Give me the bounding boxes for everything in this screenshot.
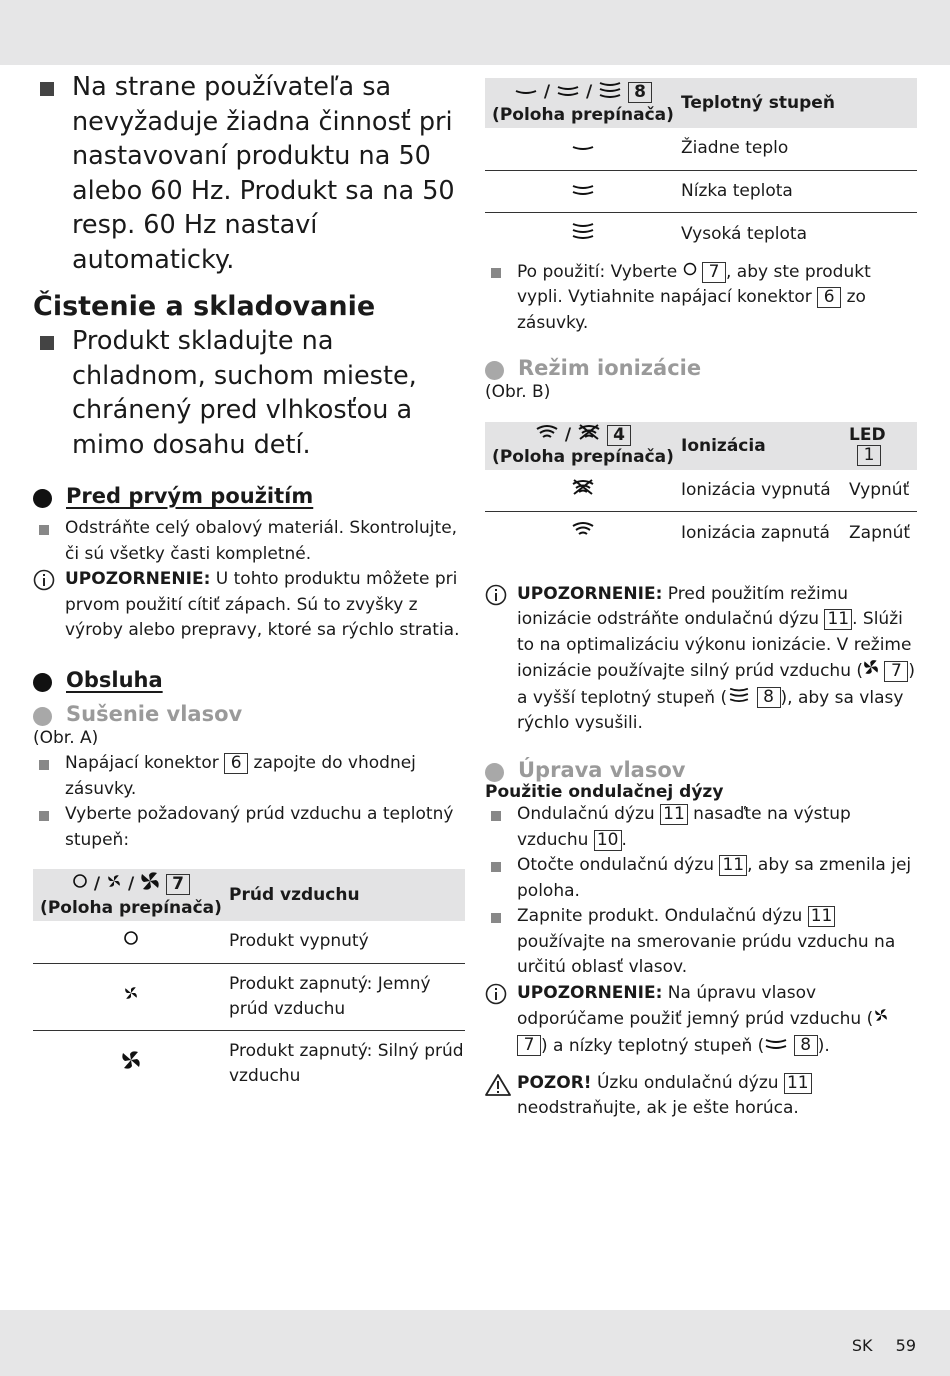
drying-ref: (Obr. A): [33, 727, 99, 748]
col1-label: (Poloha prepínača): [40, 898, 222, 918]
cleaning-bullet: Produkt skladujte na chladnom, suchom mieste, chránený pred vlhkosťou a mimo dosahu detí.: [33, 324, 465, 462]
switch-position-header: [485, 422, 681, 470]
warning-note: [485, 1071, 917, 1122]
ref-number: 6: [224, 753, 248, 774]
cell-icon: [485, 170, 681, 213]
table-row: [33, 1030, 465, 1097]
switch-symbols: [33, 871, 229, 897]
heat-3-icon: [571, 221, 595, 247]
table-row: [485, 470, 917, 512]
styling-bullet-2: [485, 853, 917, 904]
ref-number: 8: [757, 687, 781, 708]
text: Ondulačnú dýzu: [517, 804, 655, 825]
table-row: [33, 921, 465, 963]
off-icon: [72, 873, 88, 895]
ref-number: 11: [808, 906, 836, 927]
heat-1-icon: [514, 81, 538, 103]
heat-table: [485, 78, 917, 255]
col1-label: (Poloha prepínača): [492, 105, 674, 125]
cell-text: Produkt zapnutý: Jemný prúd vzduchu: [229, 963, 465, 1030]
styling-bullet-3: [485, 904, 917, 981]
ionization-table: [485, 422, 917, 554]
fan-small-icon: [123, 984, 139, 1009]
note-label: UPOZORNENIE:: [517, 583, 663, 604]
heat-2-icon: [571, 179, 595, 204]
cell-icon: [33, 921, 229, 963]
heat-2-icon: [764, 1033, 788, 1059]
ion-on-icon: [535, 424, 559, 446]
text: ), aby sa vlasy rýchlo vysušili.: [517, 687, 904, 733]
cell-icon: [485, 512, 681, 554]
ionization-note: [485, 582, 917, 737]
text: Po použití: Vyberte: [517, 261, 678, 282]
text: , aby sa zmenila jej poloha.: [517, 855, 912, 901]
styling-bullet-1: [485, 802, 917, 853]
page-footer: [834, 1336, 916, 1355]
text: Otočte ondulačnú dýzu: [517, 855, 715, 876]
first-use-note: [33, 567, 465, 644]
table-row: [485, 128, 917, 170]
info-icon: [485, 584, 507, 615]
header-band: [0, 0, 950, 65]
cell-icon: [485, 213, 681, 256]
separator: /: [93, 874, 101, 894]
fan-small-icon: [106, 873, 122, 895]
separator: /: [564, 424, 572, 445]
off-icon: [683, 259, 697, 285]
switch-position-header: [485, 78, 681, 128]
ion-off-icon: [571, 478, 595, 503]
ref-number: 11: [784, 1073, 812, 1094]
text: Pred použitím režimu ionizácie odstráňte ondulačnú dýzu: [517, 583, 849, 630]
text: ) a vyšší teplotný stupeň (: [517, 661, 916, 708]
text: nasaďte na výstup vzduchu: [517, 804, 851, 850]
drying-heading: Sušenie vlasov: [33, 702, 465, 726]
cell-icon: [33, 963, 229, 1030]
cell-led: Vypnúť: [849, 470, 917, 512]
cell-led: Zapnúť: [849, 522, 911, 543]
cell-icon: [33, 1030, 229, 1097]
ref-number: 11: [719, 855, 747, 876]
drying-bullet-1: [33, 751, 465, 802]
ionization-heading: Režim ionizácie: [485, 356, 917, 380]
fan-large-icon: [863, 658, 879, 684]
text: Úzku ondulačnú dýzu: [596, 1072, 779, 1093]
airflow-header: Prúd vzduchu: [229, 869, 465, 921]
ion-off-icon: [577, 424, 601, 446]
cell-text: Produkt zapnutý: Silný prúd vzduchu: [229, 1040, 464, 1086]
note-label: UPOZORNENIE:: [517, 982, 663, 1003]
switch-symbols: [485, 424, 681, 446]
styling-heading: Úprava vlasov: [485, 758, 917, 782]
fan-small-icon: [873, 1006, 889, 1032]
text: neodstraňujte, ak je ešte horúca.: [517, 1098, 799, 1119]
ref-number: 7: [517, 1035, 541, 1056]
ref-number: 1: [857, 445, 881, 466]
text: , aby ste produkt vypli. Vytiahnite napájací konektor: [517, 261, 871, 308]
ref-number: 8: [794, 1035, 818, 1056]
cell-text: Produkt vypnutý: [229, 921, 465, 963]
heat-3-icon: [727, 685, 751, 711]
text: Na úpravu vlasov odporúčame použiť jemný prúd vzduchu (: [517, 982, 874, 1029]
ionization-header: Ionizácia: [681, 422, 849, 470]
ref-number: 7: [884, 661, 908, 682]
cell-icon: [485, 470, 681, 512]
text: Zapnite produkt. Ondulačnú dýzu: [517, 906, 803, 927]
fan-large-icon: [121, 1050, 141, 1078]
text: zapojte do vhodnej zásuvky.: [65, 753, 416, 799]
cell-text: Nízka teplota: [681, 170, 917, 213]
cell-text: Žiadne teplo: [681, 128, 917, 170]
table-row: [485, 170, 917, 213]
note-label: UPOZORNENIE:: [65, 569, 211, 589]
fan-large-icon: [140, 871, 160, 897]
cell-text: Vysoká teplota: [681, 223, 807, 244]
ref-number: 8: [628, 82, 652, 103]
after-use-bullet: [485, 259, 917, 336]
ionization-ref: (Obr. B): [485, 382, 551, 403]
led-header: [849, 422, 917, 470]
first-use-heading: Pred prvým použitím: [33, 484, 465, 508]
cleaning-heading: Čistenie a skladovanie: [33, 291, 376, 322]
off-icon: [123, 929, 139, 954]
separator: /: [127, 874, 135, 894]
cell-icon: [485, 128, 681, 170]
ref-number: 11: [660, 804, 688, 825]
note-text: U tohto produktu môžete pri prvom použití cítiť zápach. Sú to zvyšky z výroby alebo prepravy, ktoré sa rýchlo stratia.: [65, 569, 460, 640]
ref-number: 4: [607, 425, 631, 446]
separator: /: [543, 82, 551, 102]
page-number: 59: [895, 1336, 916, 1355]
table-row: [485, 213, 917, 256]
ref-number: 10: [594, 830, 622, 851]
separator: /: [585, 82, 593, 102]
ref-number: 6: [817, 287, 841, 308]
warning-icon: [485, 1073, 511, 1106]
language-code: SK: [851, 1336, 873, 1355]
text: . Slúži to na optimalizáciu výkonu ionizácie. V režime ionizácie používajte silný prúd vzduchu (: [517, 609, 912, 681]
intro-bullet: Na strane používateľa sa nevyžaduje žiadna činnosť pri nastavovaní produktu na 50 alebo 60 Hz. Produkt sa na 50 resp. 60 Hz nastaví automaticky.: [33, 70, 465, 277]
drying-bullet-2: Vyberte požadovaný prúd vzduchu a teplotný stupeň:: [33, 802, 465, 853]
heat-2-icon: [556, 81, 580, 103]
text: ) a nízky teplotný stupeň (: [541, 1035, 765, 1056]
text: používajte na smerovanie prúdu vzduchu na určitú oblasť vlasov.: [517, 931, 896, 978]
text: zo zásuvky.: [517, 287, 866, 333]
ref-number: 7: [166, 874, 190, 895]
table-row: [33, 963, 465, 1030]
styling-subheading: Použitie ondulačnej dýzy: [485, 782, 724, 803]
operation-heading: Obsluha: [33, 668, 465, 692]
left-column: [33, 70, 465, 1097]
heat-3-icon: [598, 80, 622, 104]
cell-text: Ionizácia vypnutá: [681, 470, 849, 512]
warning-label: POZOR!: [517, 1072, 592, 1093]
first-use-bullet: Odstráňte celý obalový materiál. Skontrolujte, či sú všetky časti kompletné.: [33, 516, 465, 567]
text: .: [621, 829, 627, 850]
airflow-table: [33, 869, 465, 1097]
ion-on-icon: [571, 520, 595, 545]
ref-number: 11: [824, 609, 852, 630]
cell-text: Ionizácia zapnutá: [681, 522, 830, 543]
footer-band: [0, 1310, 950, 1376]
text: ).: [817, 1035, 830, 1056]
styling-note: [485, 981, 917, 1059]
ref-number: 7: [702, 262, 726, 283]
info-icon: [485, 983, 507, 1014]
heat-header: Teplotný stupeň: [681, 78, 917, 128]
right-column: [485, 78, 917, 1122]
table-row: [485, 512, 917, 554]
switch-symbols: [485, 80, 681, 104]
heat-1-icon: [571, 136, 595, 161]
col1-label: (Poloha prepínača): [492, 446, 674, 467]
info-icon: [33, 569, 55, 600]
text: Napájací konektor: [65, 753, 219, 773]
led-label: LED: [849, 425, 886, 446]
switch-position-header: [33, 869, 229, 921]
